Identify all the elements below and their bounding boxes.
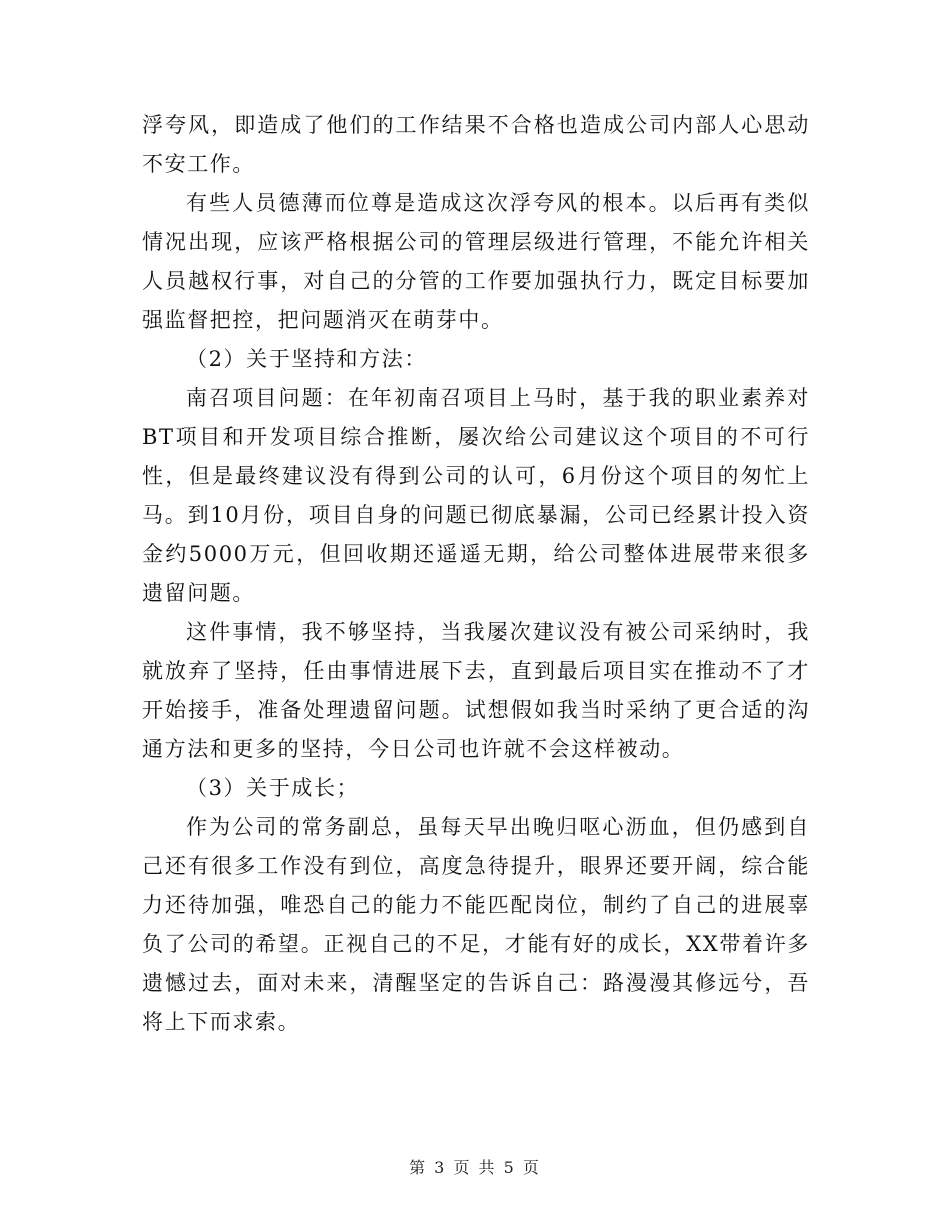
section-heading-growth: （3）关于成长；	[186, 776, 360, 800]
paragraph-nanzhao-project: 南召项目问题：在年初南召项目上马时，基于我的职业素养对BT项目和开发项目综合推断，屡次给公司建议这个项目的不可行性，但是最终建议没有得到公司的认可，6月份这个项目的匆忙上马。到10月份，项目自身的问题已彻底暴漏，公司已经累计投入资金约5000万元，但回收期还遥遥无期，给公司整体进展带来很多遗留问题。	[142, 386, 810, 605]
section-heading-persistence: （2）关于坚持和方法：	[186, 347, 427, 371]
document-body	[142, 106, 810, 1042]
page-number-footer: 第 3 页 共 5 页	[409, 1158, 541, 1177]
paragraph-management-levels: 有些人员德薄而位尊是造成这次浮夸风的根本。以后再有类似情况出现，应该严格根据公司的管理层级进行管理，不能允许相关人员越权行事，对自己的分管的工作要加强执行力，既定目标要加强监督把控，把问题消灭在萌芽中。	[142, 191, 810, 332]
paragraph-continuation: 浮夸风，即造成了他们的工作结果不合格也造成公司内部人心思动不安工作。	[142, 113, 810, 176]
paragraph-growth: 作为公司的常务副总，虽每天早出晚归呕心沥血，但仍感到自己还有很多工作没有到位，高度急待提升，眼界还要开阔，综合能力还待加强，唯恐自己的能力不能匹配岗位，制约了自己的进展辜负了公司的希望。正视自己的不足，才能有好的成长，XX带着许多遗憾过去，面对未来，清醒坚定的告诉自己：路漫漫其修远兮，吾将上下而求索。	[142, 815, 810, 1034]
paragraph-reflection: 这件事情，我不够坚持，当我屡次建议没有被公司采纳时，我就放弃了坚持，任由事情进展下去，直到最后项目实在推动不了才开始接手，准备处理遗留问题。试想假如我当时采纳了更合适的沟通方法和更多的坚持，今日公司也许就不会这样被动。	[142, 620, 810, 761]
